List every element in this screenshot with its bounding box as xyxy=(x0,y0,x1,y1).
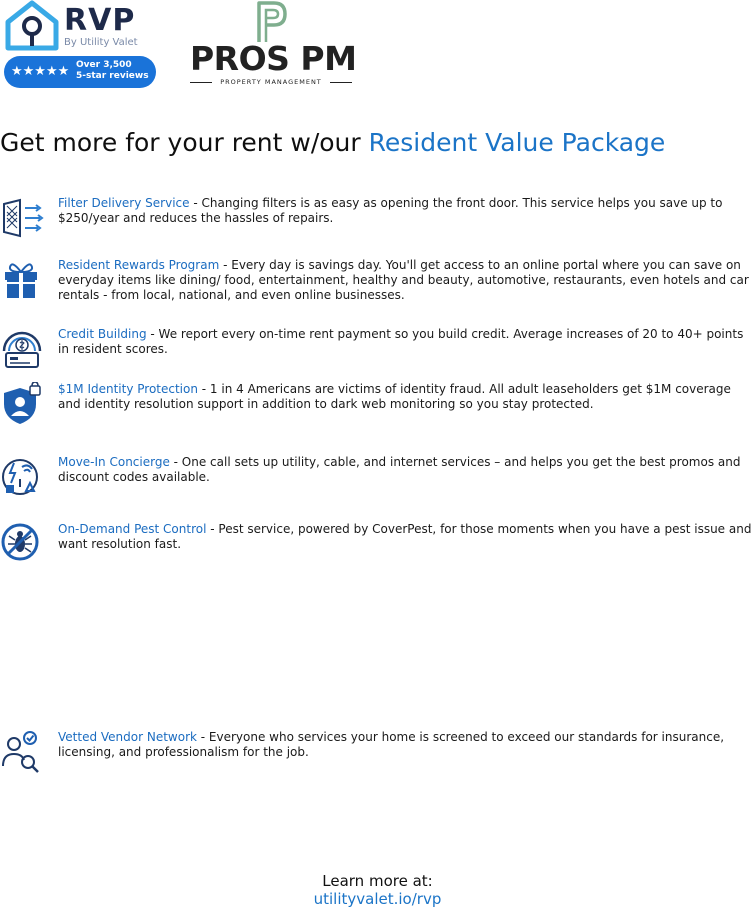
rvp-title: RVP xyxy=(64,3,136,38)
feature-title: $1M Identity Protection xyxy=(58,382,198,396)
learn-more-label: Learn more at: xyxy=(322,872,433,890)
feature-body: - Every day is savings day. You'll get access to an online portal where you can save on everyday items like dining/ food, entertainment, healthy and beauty, automotive, restaurants, even hotels and car rentals - from local, national, and even online businesses. xyxy=(58,258,749,302)
pros-pm-name: PROS PM xyxy=(190,39,357,78)
feature-title: Vetted Vendor Network xyxy=(58,730,197,744)
filter-icon xyxy=(0,196,44,240)
pros-pm-subtitle: PROPERTY MANAGEMENT xyxy=(188,78,354,86)
vetted-vendor-icon xyxy=(0,730,44,774)
learn-more-link[interactable]: utilityvalet.io/rvp xyxy=(313,890,442,908)
headline-lead: Get more for your rent w/our xyxy=(0,128,369,157)
page-headline xyxy=(0,126,755,160)
pros-p-monogram-icon xyxy=(254,0,288,44)
star-rating-icon: ★★★★★ xyxy=(11,64,70,79)
rvp-logo xyxy=(2,0,162,92)
feature-text xyxy=(58,730,755,760)
identity-shield-icon xyxy=(0,382,44,426)
credit-gauge-icon xyxy=(0,327,44,371)
rvp-house-icon xyxy=(4,0,60,52)
feature-text xyxy=(58,327,755,357)
reviews-count: Over 3,500 xyxy=(76,60,132,70)
concierge-icon xyxy=(0,455,44,499)
feature-text xyxy=(58,196,755,226)
feature-text xyxy=(58,455,755,485)
feature-body: - Everyone who services your home is screened to exceed our standards for insurance, licensing, and professionalism for the job. xyxy=(58,730,725,759)
feature-text xyxy=(58,382,755,412)
feature-title: Resident Rewards Program xyxy=(58,258,220,272)
feature-body: - One call sets up utility, cable, and internet services – and helps you get the best promos and discount codes available. xyxy=(58,455,741,484)
feature-title: Move-In Concierge xyxy=(58,455,170,469)
feature-text xyxy=(58,522,755,552)
feature-body: - Pest service, powered by CoverPest, for those moments when you have a pest issue and want resolution fast. xyxy=(58,522,752,551)
reviews-text xyxy=(76,60,149,82)
pros-pm-logo xyxy=(188,0,356,92)
headline-accent: Resident Value Package xyxy=(368,128,666,157)
rvp-tagline: By Utility Valet xyxy=(64,37,138,48)
reviews-label: 5-star reviews xyxy=(76,71,149,81)
feature-title: Credit Building xyxy=(58,327,147,341)
feature-title: Filter Delivery Service xyxy=(58,196,190,210)
feature-title: On-Demand Pest Control xyxy=(58,522,207,536)
pest-control-icon xyxy=(0,522,44,566)
reviews-badge xyxy=(4,56,156,88)
feature-body: - We report every on-time rent payment so you build credit. Average increases of 20 to 40+ points in resident scores. xyxy=(58,327,744,356)
feature-body: - Changing filters is as easy as opening the front door. This service helps you save up to $250/year and reduces the hassles of repairs. xyxy=(58,196,723,225)
gift-icon xyxy=(0,258,44,302)
feature-body: - 1 in 4 Americans are victims of identity fraud. All adult leaseholders get $1M coverage and identity resolution support in addition to dark web monitoring so you stay protected. xyxy=(58,382,731,411)
feature-text xyxy=(58,258,755,303)
